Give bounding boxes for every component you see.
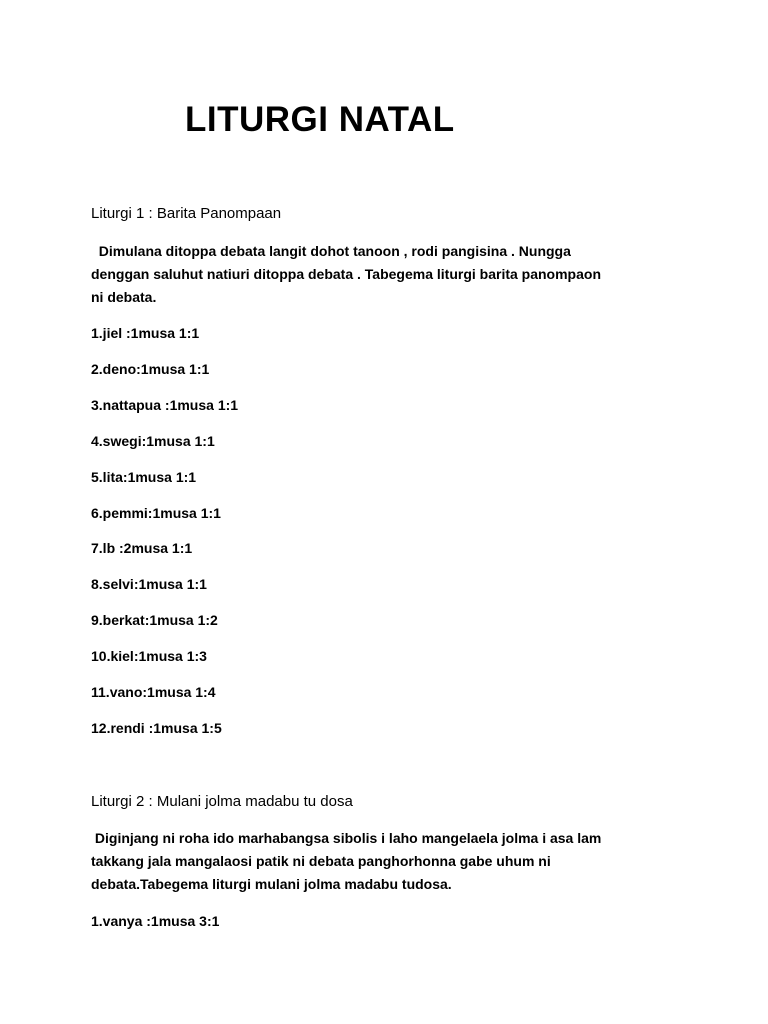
section-heading-liturgi-2: Liturgi 2 : Mulani jolma madabu tu dosa <box>91 793 353 810</box>
list-item: 2.deno:1musa 1:1 <box>91 361 210 377</box>
paragraph-line: denggan saluhut natiuri ditoppa debata . Tabegema liturgi barita panompaon <box>91 266 602 282</box>
paragraph-line: Diginjang ni roha ido marhabangsa sibolis i laho mangelaela jolma i asa lam <box>91 830 602 846</box>
section-heading-liturgi-1: Liturgi 1 : Barita Panompaan <box>91 205 282 222</box>
section-2-paragraph <box>91 827 691 896</box>
list-item: 3.nattapua :1musa 1:1 <box>91 397 239 413</box>
document-title: LITURGI NATAL <box>185 100 455 139</box>
list-item: 7.lb :2musa 1:1 <box>91 540 193 556</box>
list-item: 9.berkat:1musa 1:2 <box>91 612 218 628</box>
list-item: 10.kiel:1musa 1:3 <box>91 648 207 664</box>
list-item: 12.rendi :1musa 1:5 <box>91 720 222 736</box>
paragraph-line: debata.Tabegema liturgi mulani jolma madabu tudosa. <box>91 876 452 892</box>
section-1-paragraph <box>91 240 691 309</box>
list-item: 11.vano:1musa 1:4 <box>91 684 216 700</box>
list-item: 1.vanya :1musa 3:1 <box>91 913 220 929</box>
paragraph-line: takkang jala mangalaosi patik ni debata panghorhonna gabe uhum ni <box>91 853 551 869</box>
paragraph-line: ni debata. <box>91 289 157 305</box>
paragraph-line: Dimulana ditoppa debata langit dohot tanoon , rodi pangisina . Nungga <box>91 243 571 259</box>
list-item: 1.jiel :1musa 1:1 <box>91 325 200 341</box>
list-item: 4.swegi:1musa 1:1 <box>91 433 215 449</box>
list-item: 6.pemmi:1musa 1:1 <box>91 505 221 521</box>
list-item: 8.selvi:1musa 1:1 <box>91 576 207 592</box>
list-item: 5.lita:1musa 1:1 <box>91 469 197 485</box>
